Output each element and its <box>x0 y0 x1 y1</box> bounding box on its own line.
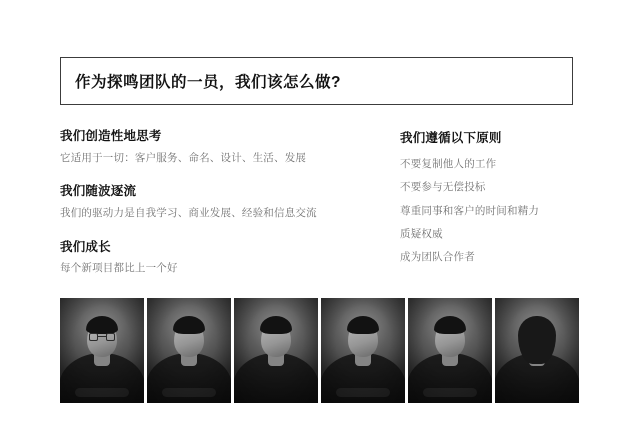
team-photo <box>234 298 318 403</box>
hair-shape <box>173 316 205 334</box>
principle-item: 不要复制他人的工作 <box>400 158 497 170</box>
principle-item: 尊重同事和客户的时间和精力 <box>400 204 540 217</box>
team-photo <box>495 298 579 403</box>
principles-title: 我们遵循以下原则 <box>400 131 502 145</box>
value-block-3-title: 我们成长 <box>60 239 111 254</box>
right-column <box>400 128 575 277</box>
value-block-2-title: 我们随波逐流 <box>60 184 137 199</box>
hair-shape <box>260 316 292 334</box>
value-block-1 <box>60 128 400 166</box>
hair-shape <box>86 316 118 334</box>
value-block-2 <box>60 183 400 221</box>
team-photo-strip <box>60 298 579 403</box>
left-column <box>60 128 400 277</box>
principle-item: 成为团队合作者 <box>400 251 475 264</box>
hair-shape <box>434 316 466 334</box>
principle-item: 不要参与无偿投标 <box>400 181 486 194</box>
team-photo <box>147 298 231 403</box>
arms-shape <box>75 388 129 397</box>
team-photo <box>321 298 405 403</box>
arms-shape <box>162 388 216 397</box>
value-block-2-body: 我们的驱动力是自我学习、商业发展、经验和信息交流 <box>60 206 317 219</box>
value-block-3 <box>60 239 400 277</box>
arms-shape <box>423 388 477 397</box>
page-title: 作为探鸣团队的一员，我们该怎么做? <box>75 74 341 91</box>
team-photo <box>408 298 492 403</box>
content-columns <box>60 128 575 277</box>
value-block-1-title: 我们创造性地思考 <box>60 129 162 143</box>
hair-shape <box>518 316 556 364</box>
headline-box <box>60 57 573 105</box>
value-block-1-body: 它适用于一切：客户服务、命名、设计、生活、发展 <box>60 151 307 164</box>
team-photo <box>60 298 144 403</box>
hair-shape <box>347 316 379 334</box>
principle-item: 质疑权威 <box>400 227 443 240</box>
glasses-icon <box>89 333 115 341</box>
arms-shape <box>336 388 390 397</box>
value-block-3-body: 每个新项目都比上一个好 <box>60 262 178 274</box>
